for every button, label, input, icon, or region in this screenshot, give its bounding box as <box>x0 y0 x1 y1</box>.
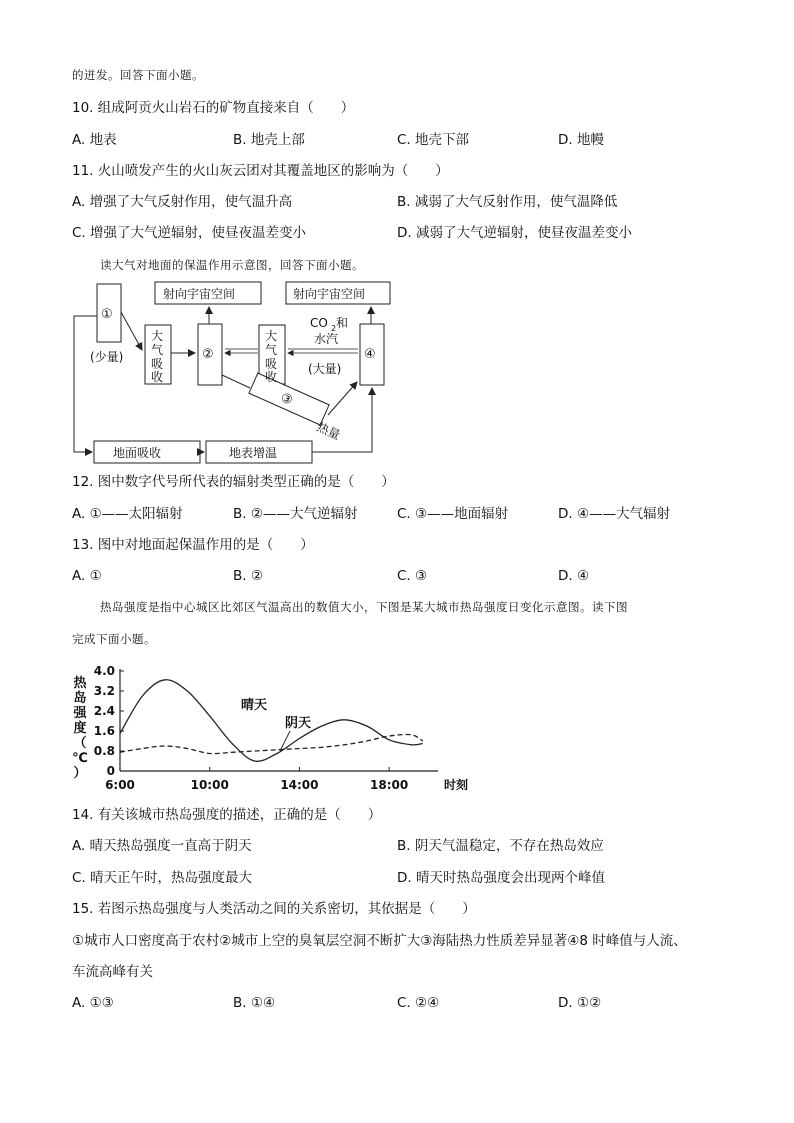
q13-option-a[interactable]: A. ① <box>72 568 102 584</box>
diagram-intro: 读大气对地面的保温作用示意图，回答下面小题。 <box>100 258 364 272</box>
series-cloudy-label: 阴天 <box>285 716 312 731</box>
q13-option-d[interactable]: D. ④ <box>558 568 590 584</box>
diagram-space-left: 射向宇宙空间 <box>163 287 236 301</box>
q11-option-a[interactable]: A. 增强了大气反射作用，使气温升高 <box>72 194 293 210</box>
heat-island-chart <box>60 655 480 795</box>
diagram-atm2-c0: 大 <box>265 329 278 343</box>
q10-option-a[interactable]: A. 地表 <box>72 132 117 148</box>
q14-option-b[interactable]: B. 阴天气温稳定，不存在热岛效应 <box>397 838 604 854</box>
q10-option-b[interactable]: B. 地壳上部 <box>233 132 305 148</box>
greenhouse-diagram <box>0 0 794 470</box>
y-tick-label: 2.4 <box>93 704 115 718</box>
diagram-large-amount: (大量) <box>308 362 342 376</box>
q10-stem: 10. 组成阿贡火山岩石的矿物直接来自（ ） <box>72 100 355 116</box>
x-tick-label: 18:00 <box>370 778 409 792</box>
q13-option-b[interactable]: B. ② <box>233 568 263 584</box>
q14-option-d[interactable]: D. 晴天时热岛强度会出现两个峰值 <box>397 870 605 886</box>
q15-option-a[interactable]: A. ①③ <box>72 995 114 1011</box>
chart-intro-1: 热岛强度是指中心城区比郊区气温高出的数值大小，下图是某大城市热岛强度日变化示意图。读下图 <box>100 600 628 614</box>
diagram-heat: 热量 <box>314 419 343 443</box>
x-tick-label: 10:00 <box>190 778 229 792</box>
q11-option-d[interactable]: D. 减弱了大气逆辐射，使昼夜温差变小 <box>397 225 632 241</box>
diagram-label-2: ② <box>202 347 214 362</box>
y-axis-label-char: 强 <box>73 706 87 721</box>
diagram-label-1: ① <box>101 307 113 322</box>
y-axis-label-char: 度 <box>73 721 87 736</box>
q14-option-a[interactable]: A. 晴天热岛强度一直高于阴天 <box>72 838 252 854</box>
diagram-co2: CO <box>310 316 328 330</box>
q11-option-b[interactable]: B. 减弱了大气反射作用，使气温降低 <box>397 194 618 210</box>
x-axis-label: 时刻 <box>443 778 469 792</box>
q10-option-d[interactable]: D. 地幔 <box>558 132 604 148</box>
q12-option-b[interactable]: B. ②——大气逆辐射 <box>233 506 358 522</box>
q12-option-d[interactable]: D. ④——大气辐射 <box>558 506 671 522</box>
q15-statements-1: ①城市人口密度高于农村②城市上空的臭氧层空洞不断扩大③海陆热力性质差异显著④8 时峰值与人流、 <box>72 933 687 949</box>
y-tick-label: 4.0 <box>93 664 115 678</box>
q13-stem: 13. 图中对地面起保温作用的是（ ） <box>72 537 314 553</box>
q15-option-c[interactable]: C. ②④ <box>397 995 440 1011</box>
x-tick-label: 6:00 <box>105 778 135 792</box>
y-axis-label-char: ） <box>73 766 87 781</box>
q15-option-b[interactable]: B. ①④ <box>233 995 276 1011</box>
diagram-atm2-c2: 吸 <box>265 357 278 371</box>
q12-option-c[interactable]: C. ③——地面辐射 <box>397 506 509 522</box>
diagram-atm1-c2: 吸 <box>151 357 164 371</box>
series-sunny-label: 晴天 <box>241 698 268 713</box>
q14-option-c[interactable]: C. 晴天正午时，热岛强度最大 <box>72 870 253 886</box>
chart-intro-2: 完成下面小题。 <box>72 632 156 646</box>
q15-option-d[interactable]: D. ①② <box>558 995 602 1011</box>
y-axis-label-char: 岛 <box>73 691 87 706</box>
diagram-ground-absorb: 地面吸收 <box>113 446 162 460</box>
y-tick-label: 0.8 <box>93 744 115 758</box>
series-sunny-line <box>120 680 423 762</box>
diagram-atm2-c1: 气 <box>265 343 278 357</box>
q14-stem: 14. 有关该城市热岛强度的描述，正确的是（ ） <box>72 807 382 823</box>
x-tick-label: 14:00 <box>280 778 319 792</box>
q12-stem: 12. 图中数字代号所代表的辐射类型正确的是（ ） <box>72 474 395 490</box>
diagram-space-right: 射向宇宙空间 <box>293 287 366 301</box>
y-axis-label-char: ℃ <box>72 751 88 766</box>
q13-option-c[interactable]: C. ③ <box>397 568 428 584</box>
q11-stem: 11. 火山喷发产生的火山灰云团对其覆盖地区的影响为（ ） <box>72 163 449 179</box>
y-axis-label-char: 热 <box>73 676 87 691</box>
diagram-co2-sub: 2 <box>331 324 337 333</box>
series-cloudy-line <box>120 734 423 753</box>
diagram-atm1-c1: 气 <box>151 343 164 357</box>
q12-option-a[interactable]: A. ①——太阳辐射 <box>72 506 183 522</box>
diagram-label-3: ③ <box>278 390 295 409</box>
diagram-atm2-c3: 收 <box>265 370 278 384</box>
diagram-small-amount: (少量) <box>90 350 124 364</box>
diagram-atm1-c3: 收 <box>151 370 164 384</box>
diagram-label-4: ④ <box>364 347 376 362</box>
diagram-surface-warm: 地表增温 <box>229 446 278 460</box>
diagram-atm1-c0: 大 <box>151 329 164 343</box>
y-tick-label: 1.6 <box>93 724 115 738</box>
q11-option-c[interactable]: C. 增强了大气逆辐射，使昼夜温差变小 <box>72 225 307 241</box>
diagram-water-vapor: 水汽 <box>314 332 339 346</box>
q10-option-c[interactable]: C. 地壳下部 <box>397 132 470 148</box>
y-tick-label: 3.2 <box>93 684 115 698</box>
intro-tail: 的迸发。回答下面小题。 <box>72 68 204 82</box>
y-tick-label: 0 <box>106 764 115 778</box>
diagram-co2-and: 和 <box>336 316 349 330</box>
q15-statements-2: 车流高峰有关 <box>72 964 153 980</box>
y-axis-label-char: （ <box>73 736 87 751</box>
q15-stem: 15. 若图示热岛强度与人类活动之间的关系密切，其依据是（ ） <box>72 901 476 917</box>
